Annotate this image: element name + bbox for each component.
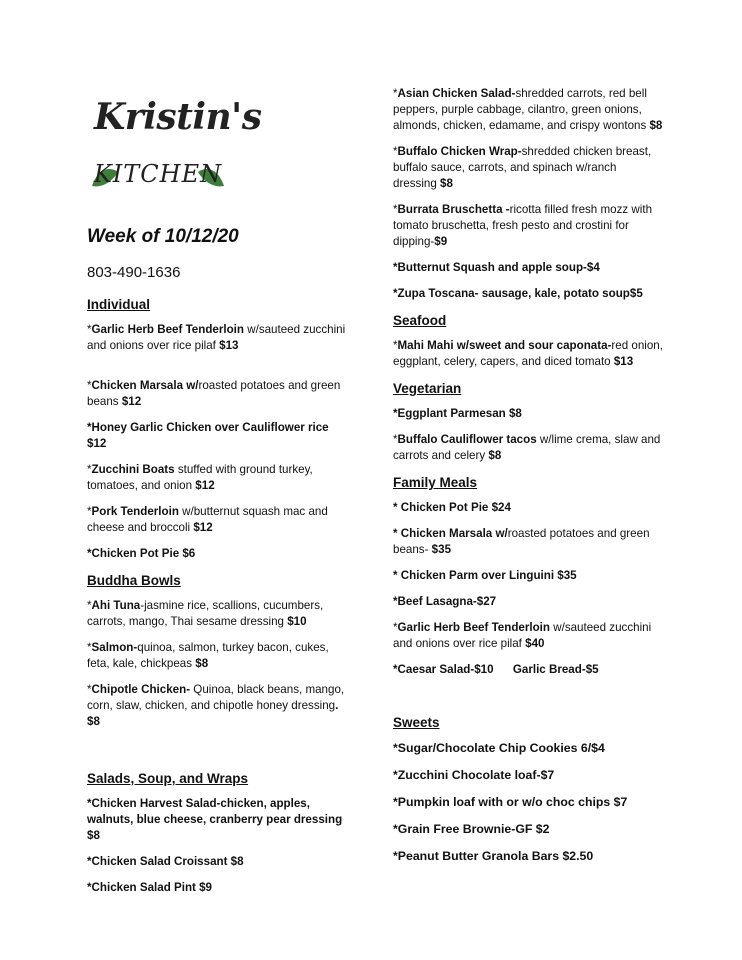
menu-item: *Chicken Harvest Salad-chicken, apples, walnuts, blue cheese, cranberry pear dressing $8 [87, 797, 343, 842]
section-individual-title: Individual [87, 297, 151, 312]
menu-item: *Chicken Salad Pint $9 [87, 881, 213, 894]
section-buddha-title: Buddha Bowls [87, 573, 181, 588]
menu-item: *Zupa Toscana- sausage, kale, potato soup$5 [393, 287, 643, 300]
menu-item: *Mahi Mahi w/sweet and sour caponata-red onion, eggplant, celery, capers, and diced tomato $13 [393, 339, 663, 368]
menu-item: *Chicken Pot Pie $6 [87, 547, 196, 560]
logo-script-text: Kristin's [94, 96, 262, 138]
phone-number: 803-490-1636 [87, 264, 181, 281]
sweet-item: *Pumpkin loaf with or w/o choc chips $7 [393, 795, 628, 809]
sweet-item: *Sugar/Chocolate Chip Cookies 6/$4 [393, 741, 605, 755]
menu-item: *Eggplant Parmesan $8 [393, 407, 522, 420]
menu-item: *Chicken Salad Croissant $8 [87, 855, 244, 868]
menu-item: *Chicken Marsala w/roasted potatoes and green beans $12 [87, 379, 341, 408]
right-column [393, 86, 663, 875]
sweet-item: *Peanut Butter Granola Bars $2.50 [393, 849, 594, 863]
section-vegetarian-title: Vegetarian [393, 381, 462, 396]
menu-item: * Chicken Parm over Linguini $35 [393, 569, 577, 582]
menu-item: *Chipotle Chicken- Quinoa, black beans, mango, corn, slaw, chicken, and chipotle honey dressing. $8 [87, 683, 345, 728]
menu-item: *Caesar Salad-$10 Garlic Bread-$5 [393, 663, 599, 676]
kristins-kitchen-logo [88, 88, 262, 213]
menu-item: *Butternut Squash and apple soup-$4 [393, 261, 600, 274]
menu-item: *Burrata Bruschetta -ricotta filled fresh mozz with tomato bruschetta, fresh pesto and crostini for dipping-$9 [393, 203, 653, 248]
menu-item: *Garlic Herb Beef Tenderloin w/sauteed zucchini and onions over rice pilaf $40 [393, 621, 652, 650]
menu-item: *Beef Lasagna-$27 [393, 595, 497, 608]
menu-item: *Buffalo Chicken Wrap-shredded chicken breast, buffalo sauce, carrots, and spinach w/ranch dressing $8 [393, 145, 652, 190]
menu-item: *Pork Tenderloin w/butternut squash mac and cheese and broccoli $12 [87, 505, 328, 534]
menu-item: *Salmon-quinoa, salmon, turkey bacon, cukes, feta, kale, chickpeas $8 [87, 641, 329, 670]
sweets-list [393, 740, 663, 864]
section-salads-title: Salads, Soup, and Wraps [87, 771, 249, 786]
sweet-item: *Grain Free Brownie-GF $2 [393, 822, 550, 836]
menu-item: *Honey Garlic Chicken over Cauliflower rice $12 [87, 421, 329, 450]
menu-item: *Garlic Herb Beef Tenderloin w/sauteed zucchini and onions over rice pilaf $13 [87, 323, 346, 352]
menu-item: *Ahi Tuna-jasmine rice, scallions, cucumbers, carrots, mango, Thai sesame dressing $10 [87, 599, 324, 628]
logo-kitchen-text: KITCHEN [93, 160, 223, 188]
section-sweets-title: Sweets [393, 715, 440, 730]
left-column [87, 296, 349, 906]
menu-item: *Buffalo Cauliflower tacos w/lime crema, slaw and carrots and celery $8 [393, 433, 661, 462]
section-family-title: Family Meals [393, 475, 478, 490]
menu-item: *Asian Chicken Salad-shredded carrots, red bell peppers, purple cabbage, cilantro, green onions, almonds, chicken, edamame, and crispy wontons $8 [393, 87, 663, 132]
section-seafood-title: Seafood [393, 313, 447, 328]
menu-item: *Zucchini Boats stuffed with ground turkey, tomatoes, and onion $12 [87, 463, 313, 492]
menu-item: * Chicken Marsala w/roasted potatoes and green beans- $35 [393, 527, 650, 556]
sweet-item: *Zucchini Chocolate loaf-$7 [393, 768, 555, 782]
week-heading: Week of 10/12/20 [87, 226, 239, 247]
menu-item: * Chicken Pot Pie $24 [393, 501, 511, 514]
